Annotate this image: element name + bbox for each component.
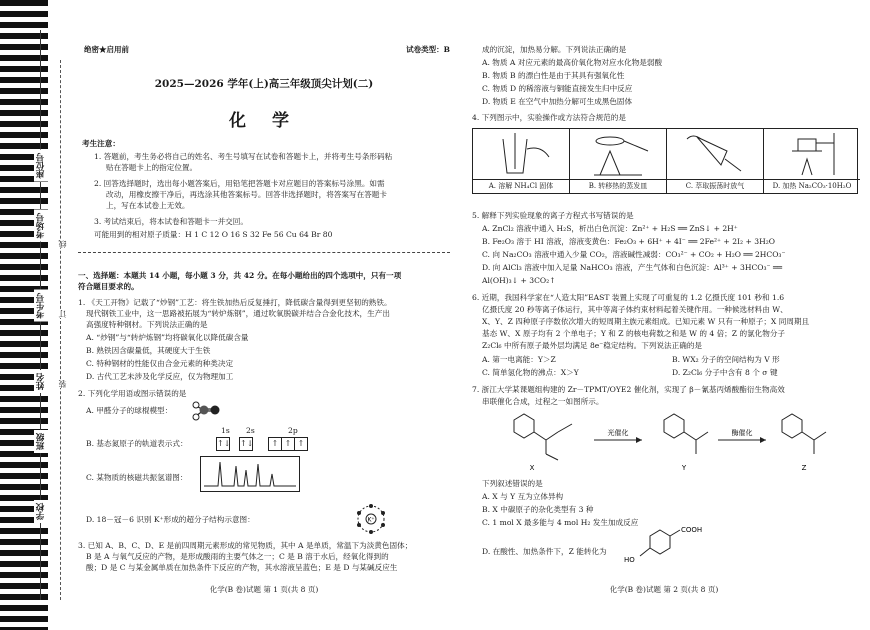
q5-option: B. Fe₂O₃ 溶于 HI 溶液，溶液变黄色：Fe₂O₃ + 6H⁺ + 4I⁻ ══ 2Fe²⁺ + 2I₂ + 3H₂O (482, 237, 775, 246)
separatory-funnel-apparatus (667, 129, 763, 179)
seal-line (60, 60, 61, 600)
q4-caption: C. 萃取振荡时放气 (667, 179, 763, 193)
q3-option: A. 物质 A 对应元素的最高价氧化物对应水化物是弱酸 (482, 58, 663, 67)
nmr-spectrum (200, 456, 300, 492)
q3-option: C. 物质 D 的稀溶液与铜能直接发生归中反应 (482, 84, 633, 93)
notice-title: 考生注意： (82, 139, 120, 148)
orbital-box: ↑ (281, 437, 295, 451)
q4-fig-a (473, 129, 570, 193)
product-ho-label: HO (624, 556, 635, 564)
q2-option-c: C. 某物质的核磁共振氢谱图： (86, 473, 188, 482)
label-school: 学校 (34, 500, 48, 523)
notice-line: 改动，用橡皮擦干净后，再选涂其他答案标号。回答非选择题时，将答案写在答题卡 (106, 190, 387, 199)
q3-option: B. 物质 B 的漂白性是由于其具有强氧化性 (482, 71, 625, 80)
q7-option: C. 1 mol X 最多能与 4 mol H₂ 发生加成反应 (482, 518, 639, 527)
q7-line: 7. 浙江大学某课题组构建的 Zr－TPMT/OYE2 催化剂，实现了 β－氰基丙烯酸酯衍生物高效 (472, 385, 785, 394)
label-class: 班级 (34, 430, 48, 453)
subject-title: 化 学 (229, 111, 299, 131)
q2-option-b: B. 基态氮原子的轨道表示式： (86, 439, 188, 448)
notice-line: 3. 考试结束后，将本试卷和答题卡一并交回。 (94, 217, 248, 226)
q2-option-a: A. 甲醛分子的球棍模型： (86, 406, 173, 415)
q4-caption: B. 转移热的蒸发皿 (570, 179, 666, 193)
q1-option: C. 特种钢材的性能仅由合金元素的种类决定 (86, 359, 234, 368)
q5-option: C. 向 Na₂CO₃ 溶液中通入少量 CO₂，溶液碱性减弱：CO₃²⁻ + CO₂ + H₂O ══ 2HCO₃⁻ (482, 250, 786, 259)
confidential-mark: 绝密★启用前 (84, 45, 129, 54)
q3-line: B 是 A 与氧气反应的产物，是形成酸雨的主要气体之一；C 是 B 溶于水后，经氧化得到的 (86, 552, 389, 561)
q3-cont-line: 成的沉淀，加热易分解。下列说法正确的是 (482, 45, 627, 54)
orbital-label-1s: 1s (221, 426, 230, 435)
q4-fig-c (667, 129, 764, 193)
product-cooh-label: COOH (681, 526, 703, 534)
orbital-box: ↑↓ (216, 437, 230, 451)
q5-option: D. 向 AlCl₃ 溶液中加入足量 NaHCO₃ 溶液，产生气体和白色沉淀：Al³⁺ + 3HCO₃⁻ ══ (482, 263, 783, 272)
divider (78, 252, 450, 253)
q6-option-c: C. 简单氢化物的沸点：X＞Y (482, 368, 579, 377)
q3-line: 3. 已知 A、B、C、D、E 是前四周期元素形成的常见物质，其中 A 是单质，常温下为淡黄色固体； (78, 541, 413, 550)
crown-ether-diagram (354, 502, 388, 536)
reaction-scheme (492, 410, 832, 474)
q4-fig-d (764, 129, 860, 193)
orbital-diagram (216, 437, 307, 451)
label-student-id: 考生号 (34, 290, 48, 322)
q1-option: B. 熟铁因含碳量低，其硬度大于生铁 (86, 346, 211, 355)
q1-line: 高强度特种钢材。下列说法正确的是 (86, 320, 208, 329)
paper-type: 试卷类型：B (406, 45, 450, 54)
q4-fig-b (570, 129, 667, 193)
q6-option-a: A. 第一电离能：Y＞Z (482, 355, 556, 364)
q7-option: D. 在酸性、加热条件下，Z 能转化为 (482, 547, 607, 556)
q4-stem: 4. 下列图示中，实验操作或方法符合规范的是 (472, 113, 626, 122)
notice-line: 2. 回答选择题时，选出每小题答案后，用铅笔把答题卡对应题目的答案标号涂黑。如需 (94, 179, 385, 188)
q6-option-b: B. WX₂ 分子的空间结构为 V 形 (672, 355, 780, 364)
notice-line: 贴在答题卡上的指定位置。 (106, 163, 198, 172)
q5-stem: 5. 解释下列实验现象的离子方程式书写错误的是 (472, 211, 634, 220)
q5-option-cont: Al(OH)₃↓ + 3CO₂↑ (482, 276, 556, 285)
seal-char-ding: 订 (58, 310, 67, 318)
notice-line: 上，写在本试卷上无效。 (106, 201, 190, 210)
section-heading: 符合题目要求的。 (78, 282, 139, 291)
q2-option-d: D. 18－冠－6 识别 K⁺形成的超分子结构示意图： (86, 515, 255, 524)
exam-title: 2025—2026 学年(上)高三年级顶尖计划(二) (154, 78, 374, 90)
q1-option: A. “炒钢”与“转炉炼钢”均将碳氧化以降低碳含量 (86, 333, 249, 342)
q4-caption: A. 溶解 NH₄Cl 固体 (473, 179, 569, 193)
notice-line: 1. 答题前，考生务必将自己的姓名、考生号填写在试卷和答题卡上，并将考生号条形码粘 (94, 152, 393, 161)
page-2 (472, 0, 856, 630)
page-footer: 化学(B 卷)试题 第 1 页(共 8 页) (209, 585, 319, 594)
orbital-box: ↑ (294, 437, 308, 451)
section-heading: 一、选择题：本题共 14 小题，每小题 3 分，共 42 分。在每小题给出的四个选项中，只有一项 (78, 271, 402, 280)
q6-line: X、Y、Z 四种原子序数依次增大的短周期主族元素组成。已知元素 W 只有一种原子；X 同周期且 (482, 317, 810, 326)
q5-option: A. ZnCl₂ 溶液中通入 H₂S，析出白色沉淀：Zn²⁺ + H₂S ══ ZnS↓ + 2H⁺ (482, 224, 738, 233)
orbital-box: ↑↓ (239, 437, 253, 451)
q1-option: D. 古代工艺未涉及化学反应，仅为物理加工 (86, 372, 234, 381)
product-structure (620, 524, 703, 568)
page-footer: 化学(B 卷)试题 第 2 页(共 8 页) (609, 585, 719, 594)
arrow-label-photocatalysis: 光催化 (607, 429, 629, 437)
label-exam-room: 考场号 (34, 210, 48, 242)
heating-apparatus (764, 129, 860, 179)
orbital-box: ↑ (268, 437, 282, 451)
compound-label-x: X (529, 464, 535, 472)
q7-option: A. X 与 Y 互为立体异构 (482, 492, 564, 501)
orbital-label-2s: 2s (246, 426, 255, 435)
q6-line: 亿摄氏度 20 秒等离子体运行，其中等离子体约束材料起着关键作用。一种候选材料由 W、 (482, 305, 788, 314)
compound-label-z: Z (801, 464, 807, 472)
seal-char-zhuang: 装 (58, 380, 67, 388)
q7-line: 串联催化合成，过程之一如图所示。 (482, 397, 604, 406)
formaldehyde-model (190, 398, 220, 422)
atomic-mass-line: 可能用到的相对原子质量：H 1 C 12 O 16 S 32 Fe 56 Cu 64 Br 80 (94, 230, 333, 239)
svg-text:K⁺: K⁺ (367, 516, 375, 524)
compound-label-y: Y (681, 464, 687, 472)
q6-line: Z₂Cl₆ 中所有原子最外层均满足 8e⁻稳定结构。下列说法正确的是 (482, 341, 703, 350)
q1-line: 现代钢铁工业中，这一思路被拓展为“转炉炼钢”，通过吹氧脱碳并结合合金化技术，生产出 (86, 309, 390, 318)
dissolve-apparatus (473, 129, 569, 179)
label-seat: 座位号 (34, 150, 48, 182)
q4-figure-row (472, 128, 858, 194)
label-name: 姓名 (34, 370, 48, 393)
q2-stem: 2. 下列化学用语或图示错误的是 (78, 389, 187, 398)
q1-line: 1. 《天工开物》记载了“炒钢”工艺：将生铁加热后反复捶打，降低碳含量得到更坚韧的熟铁。 (78, 298, 392, 307)
seal-char-xian: 线 (58, 240, 67, 248)
q3-option: D. 物质 E 在空气中加热分解可生成黑色固体 (482, 97, 633, 106)
q6-option-d: D. Z₂Cl₆ 分子中含有 8 个 σ 键 (672, 368, 778, 377)
binding-strip (0, 0, 64, 630)
arrow-label-enzyme: 酶催化 (731, 429, 753, 437)
q4-caption: D. 加热 Na₂CO₃·10H₂O (764, 179, 860, 193)
q7-stem: 下列叙述错误的是 (482, 479, 543, 488)
page-1 (78, 0, 450, 630)
q6-line: 基态 W、X 原子均有 2 个单电子；Y 和 Z 的核电荷数之和是 W 的 4 倍；Z 的氯化物分子 (482, 329, 786, 338)
q3-line: 酸；D 是 C 与某金属单质在加热条件下反应的产物，其水溶液呈蓝色；E 是 D 与某碱反应生 (86, 563, 398, 572)
evaporating-dish-apparatus (570, 129, 666, 179)
q7-option: B. X 中碳原子的杂化类型有 3 种 (482, 505, 594, 514)
q6-line: 6. 近期，我国科学家在“人造太阳”EAST 装置上实现了可重复的 1.2 亿摄氏度 101 秒和 1.6 (472, 293, 785, 302)
orbital-label-2p: 2p (288, 426, 298, 435)
